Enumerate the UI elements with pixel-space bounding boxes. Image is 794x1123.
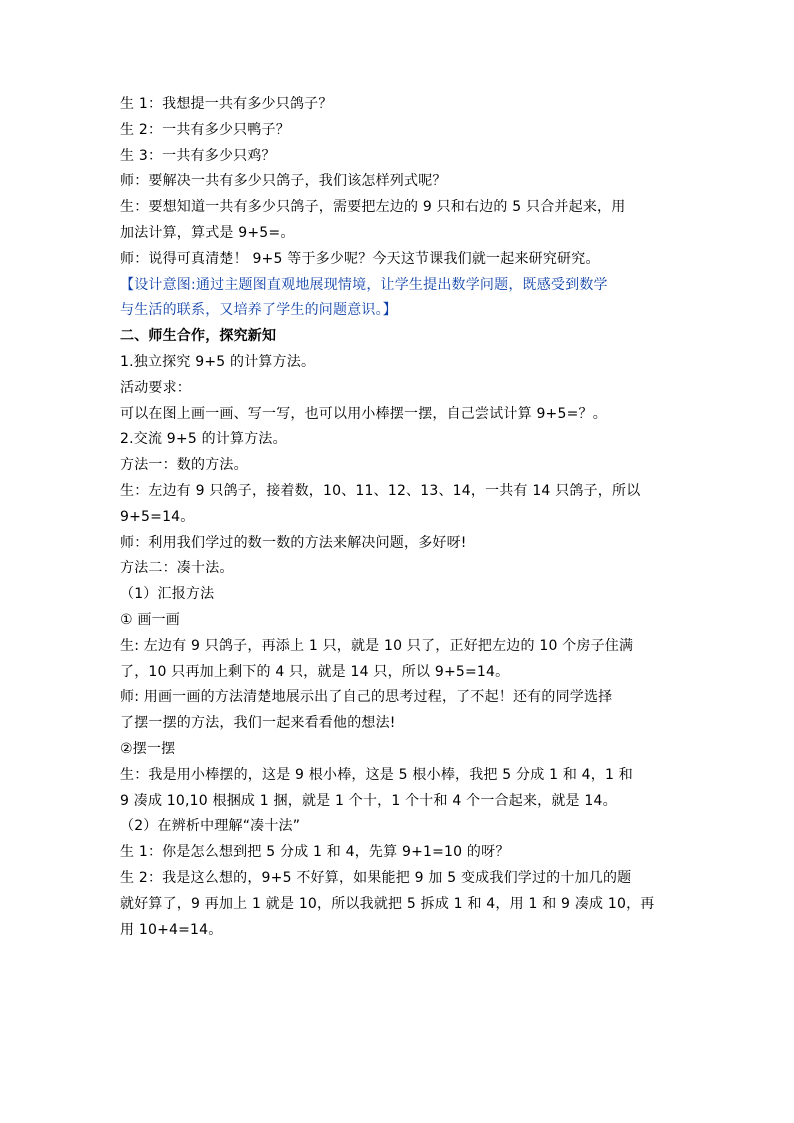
step-1-title: 1.独立探究 9+5 的计算方法。	[120, 353, 316, 370]
dialogue-line-teacher-praise: 师：说得可真清楚！ 9+5 等于多少呢？今天这节课我们就一起来研究研究。	[120, 250, 600, 267]
dialogue-line-teacher-question: 师：要解决一共有多少只鸽子，我们该怎样列式呢？	[120, 173, 447, 190]
stick-method-student-answer: 生：我是用小棒摆的，这是 9 根小棒，这是 5 根小棒，我把 5 分成 1 和 4，1 和	[120, 766, 633, 783]
discussion-student-2-answer: 生 2：我是这么想的，9+5 不好算，如果能把 9 加 5 变成我们学过的十加几的题	[120, 869, 632, 886]
draw-method-teacher-comment-cont: 了摆一摆的方法，我们一起来看看他的想法!	[120, 715, 396, 732]
subsection-understand-method: （2）在辨析中理解“凑十法”	[120, 818, 301, 835]
draw-method-title: ① 画一画	[120, 611, 181, 628]
discussion-student-2-answer-cont: 就好算了，9 再加上 1 就是 10，所以我就把 5 拆成 1 和 4，用 1 和 9 凑成 10，再	[120, 895, 655, 912]
draw-method-teacher-comment: 师: 用画一画的方法清楚地展示出了自己的思考过程，了不起！还有的同学选择	[120, 689, 613, 706]
method-1-student-answer-cont: 9+5=14。	[120, 508, 195, 525]
stick-method-title: ②摆一摆	[120, 740, 176, 757]
method-1-title: 方法一：数的方法。	[120, 457, 248, 474]
dialogue-line-student-answer: 生：要想知道一共有多少只鸽子，需要把左边的 9 只和右边的 5 只合并起来，用	[120, 199, 626, 216]
activity-requirement-label: 活动要求：	[120, 379, 191, 396]
activity-requirement-text: 可以在图上画一画、写一写，也可以用小棒摆一摆，自己尝试计算 9+5=？。	[120, 405, 607, 422]
discussion-student-2-answer-end: 用 10+4=14。	[120, 921, 223, 938]
section-heading: 二、师生合作，探究新知	[120, 328, 277, 345]
dialogue-line-student-3-question: 生 3：一共有多少只鸡？	[120, 147, 276, 164]
method-1-student-answer: 生：左边有 9 只鸽子，接着数，10、11、12、13、14，一共有 14 只鸽子，所以	[120, 482, 641, 499]
method-1-teacher-comment: 师：利用我们学过的数一数的方法来解决问题，多好呀!	[120, 534, 467, 551]
design-intent-note: 【设计意图:通过主题图直观地展现情境，让学生提出数学问题，既感受到数学	[120, 276, 608, 293]
subsection-report-method: （1）汇报方法	[120, 586, 215, 603]
design-intent-note-cont: 与生活的联系，又培养了学生的问题意识。】	[120, 302, 397, 319]
document-body	[120, 92, 680, 943]
discussion-student-1-question: 生 1：你是怎么想到把 5 分成 1 和 4，先算 9+1=10 的呀？	[120, 844, 510, 861]
draw-method-student-answer: 生: 左边有 9 只鸽子，再添上 1 只，就是 10 只了，正好把左边的 10 个房子住满	[120, 637, 634, 654]
stick-method-student-answer-cont: 9 凑成 10,10 根捆成 1 捆，就是 1 个十，1 个十和 4 个一合起来，就是 14。	[120, 792, 617, 809]
method-2-title: 方法二：凑十法。	[120, 560, 234, 577]
step-2-title: 2.交流 9+5 的计算方法。	[120, 431, 287, 448]
dialogue-line-student-answer-cont: 加法计算，算式是 9+5=。	[120, 224, 295, 241]
dialogue-line-student-1-question: 生 1：我想提一共有多少只鸽子？	[120, 96, 333, 112]
dialogue-line-student-2-question: 生 2：一共有多少只鸭子？	[120, 121, 290, 138]
draw-method-student-answer-cont: 了，10 只再加上剩下的 4 只，就是 14 只，所以 9+5=14。	[120, 663, 510, 680]
